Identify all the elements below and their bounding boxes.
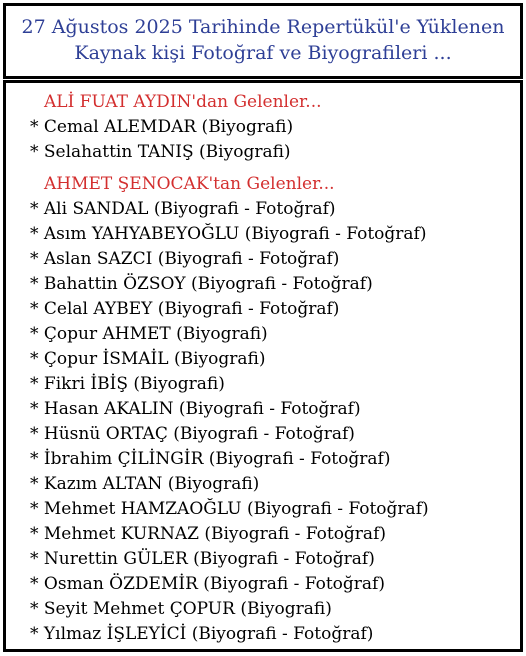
list-item: * Yılmaz İŞLEYİCİ (Biyografi - Fotoğraf) [30, 624, 374, 644]
list-item: * Çopur İSMAİL (Biyografi) [30, 349, 266, 369]
list-item: * Mehmet KURNAZ (Biyografi - Fotoğraf) [30, 524, 386, 544]
group-heading: ALİ FUAT AYDIN'dan Gelenler... [44, 92, 322, 112]
list-item: * Osman ÖZDEMİR (Biyografi - Fotoğraf) [30, 574, 385, 594]
contributor-group [6, 165, 520, 647]
list-item: * Nurettin GÜLER (Biyografi - Fotoğraf) [30, 549, 375, 569]
list-item: * Hasan AKALIN (Biyografi - Fotoğraf) [30, 399, 361, 419]
list-item: * Kazım ALTAN (Biyografi) [30, 474, 260, 494]
list-item: * Cemal ALEMDAR (Biyografi) [30, 117, 294, 137]
list-item: * Mehmet HAMZAOĞLU (Biyografi - Fotoğraf) [30, 499, 429, 519]
list-box [3, 80, 523, 652]
list-item: * Hüsnü ORTAÇ (Biyografi - Fotoğraf) [30, 424, 355, 444]
list-item: * Seyit Mehmet ÇOPUR (Biyografi) [30, 599, 332, 619]
list-item: * Selahattin TANIŞ (Biyografi) [30, 142, 291, 162]
list-item: * Celal AYBEY (Biyografi - Fotoğraf) [30, 299, 340, 319]
list-item: * Bahattin ÖZSOY (Biyografi - Fotoğraf) [30, 274, 373, 294]
list-item: * Çopur AHMET (Biyografi) [30, 324, 268, 344]
groups-container [6, 83, 520, 647]
list-item: * Fikri İBİŞ (Biyografi) [30, 374, 225, 394]
list-item: * Aslan SAZCI (Biyografi - Fotoğraf) [30, 249, 340, 269]
page-title [6, 6, 520, 66]
header-box [3, 3, 523, 79]
title-line-2: Kaynak kişi Fotoğraf ve Biyografileri ... [74, 42, 452, 64]
title-line-1: 27 Ağustos 2025 Tarihinde Repertükül'e Yüklenen [21, 16, 505, 38]
group-heading: AHMET ŞENOCAK'tan Gelenler... [44, 174, 335, 194]
list-item: * İbrahim ÇİLİNGİR (Biyografi - Fotoğraf) [30, 449, 391, 469]
contributor-group [6, 83, 520, 165]
list-item: * Ali SANDAL (Biyografi - Fotoğraf) [30, 199, 336, 219]
list-item: * Asım YAHYABEYOĞLU (Biyografi - Fotoğraf) [30, 224, 427, 244]
